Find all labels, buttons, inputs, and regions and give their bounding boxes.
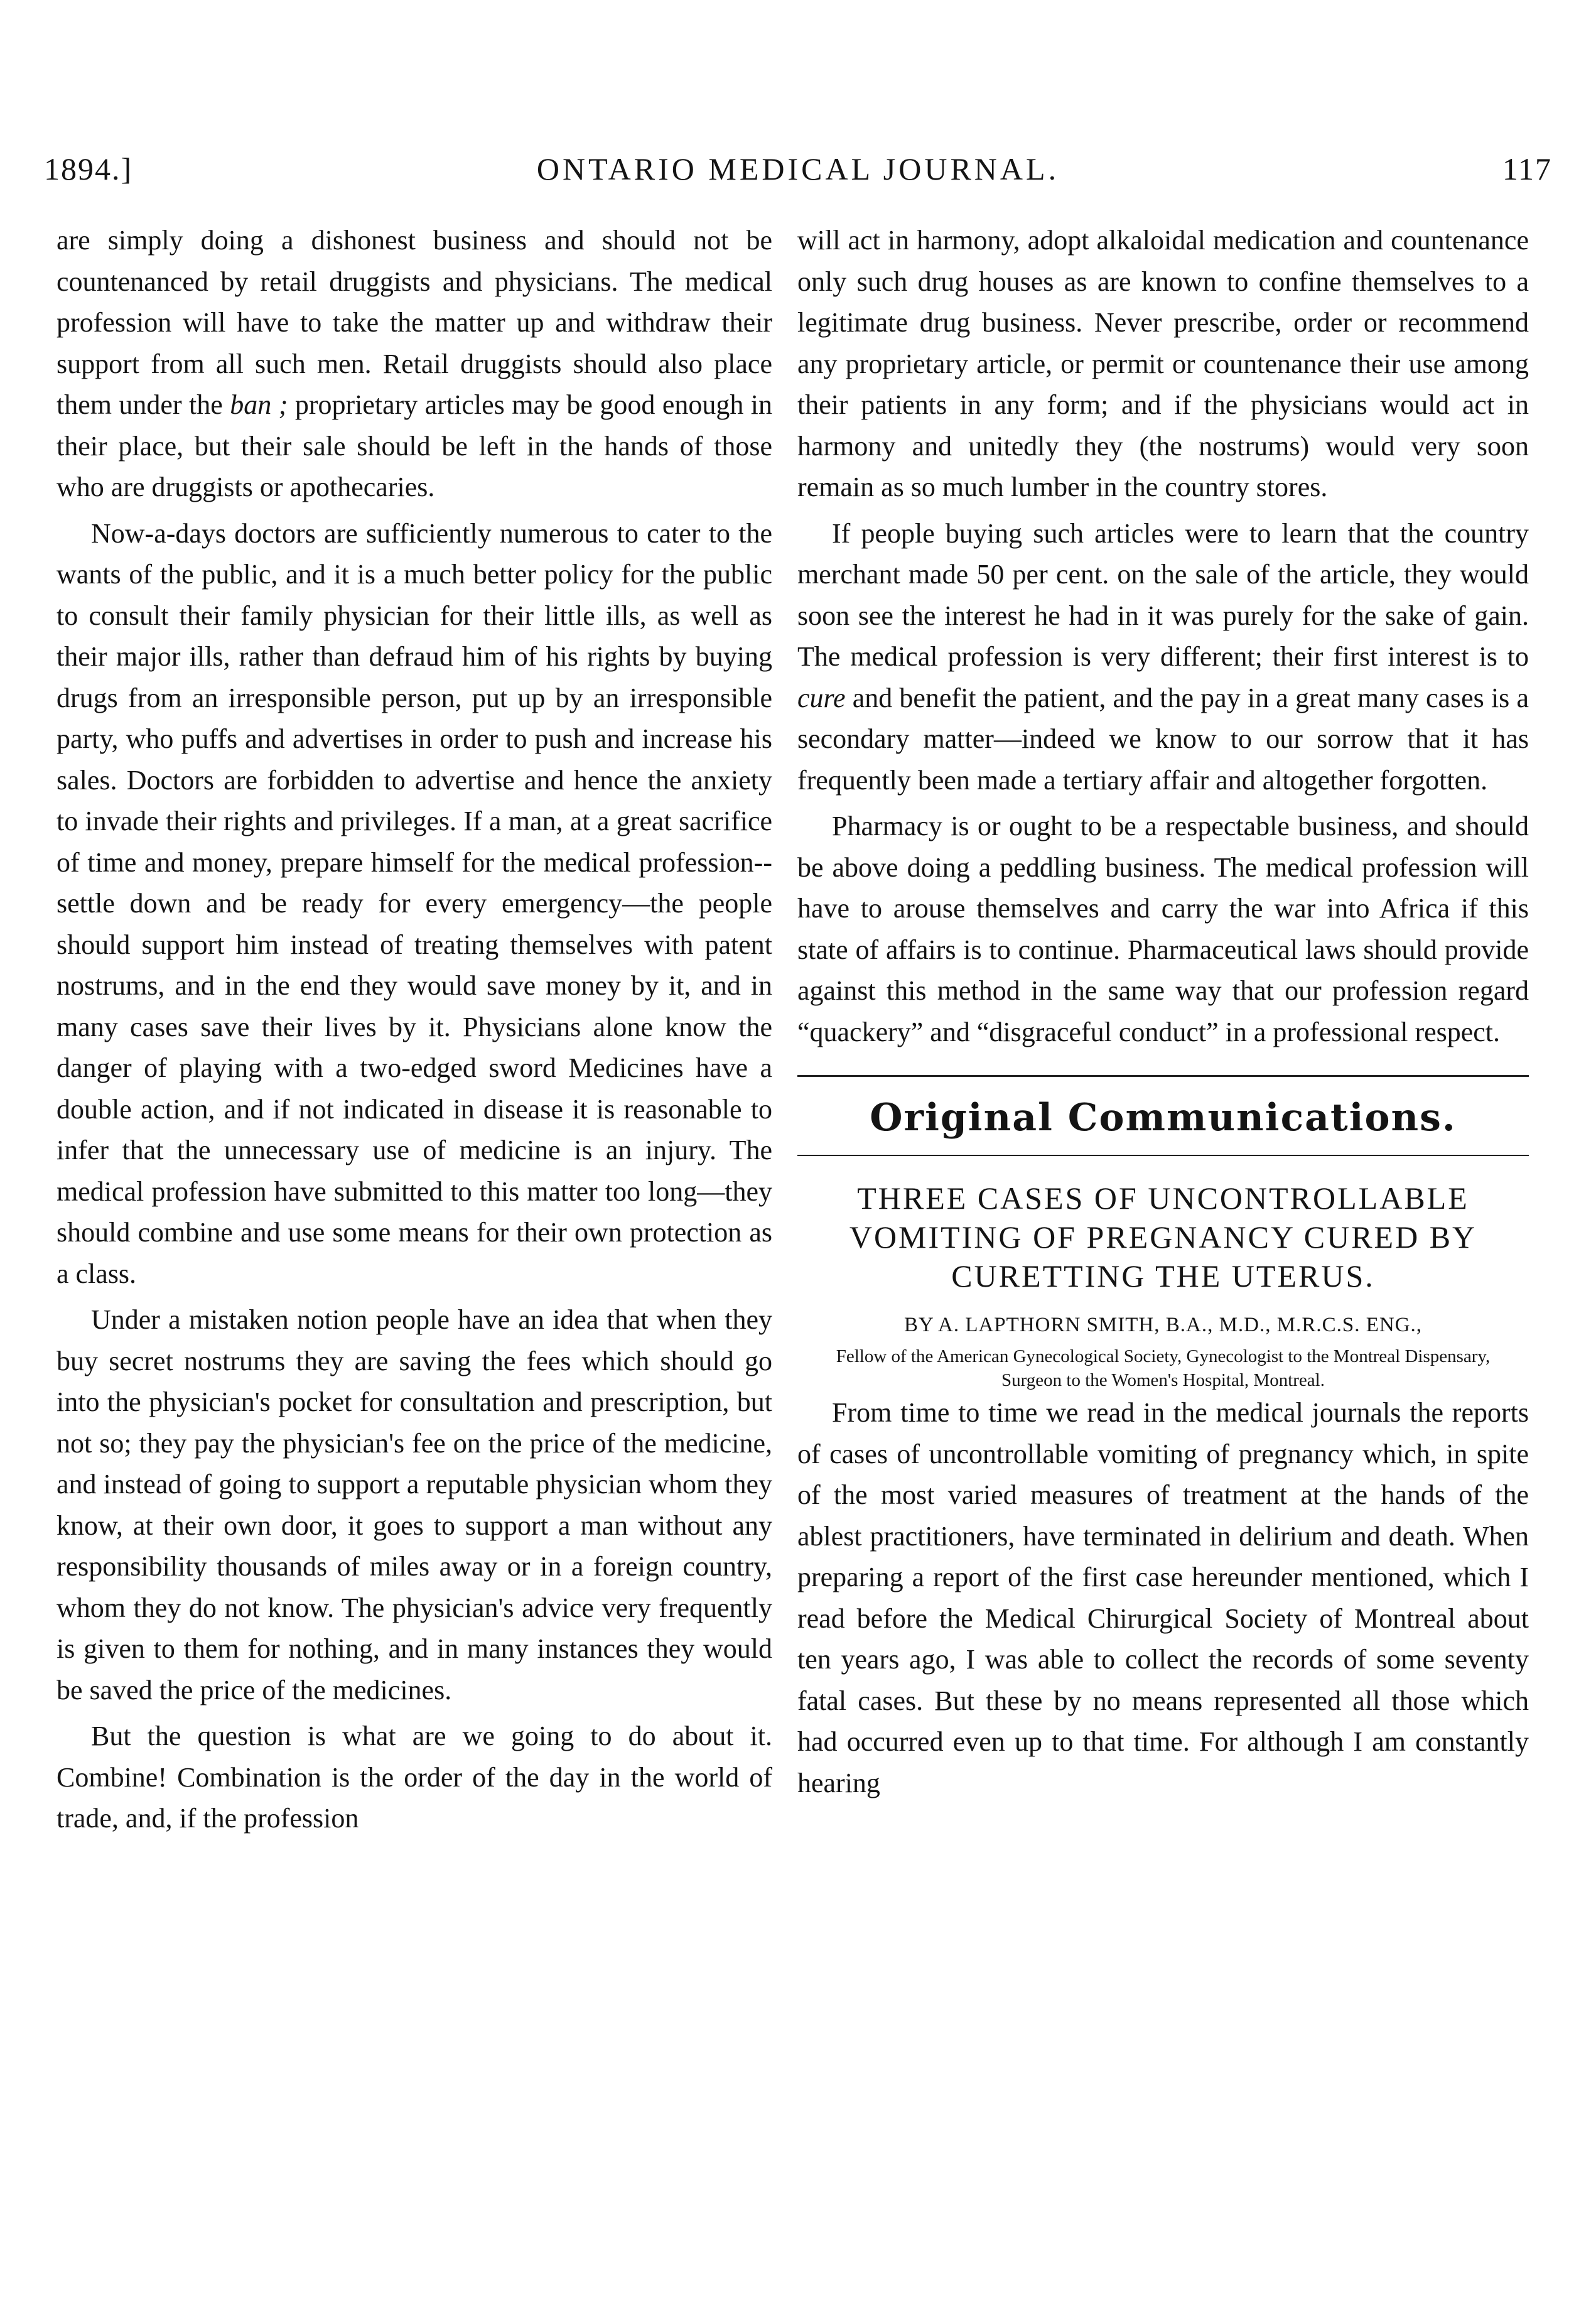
right-paragraph-2 <box>797 513 1529 801</box>
right-paragraph-2-italic: cure <box>797 682 846 713</box>
left-paragraph-4: But the question is what are we going to do about it. Combine! Combination is the order of the day in the world of trade, and, if the profession <box>57 1721 772 1834</box>
left-paragraph-1-text: are simply doing a dishonest business and should not be countenanced by retail druggists and physicians. The medical profession will have to take the matter up and withdraw their support from all such men. Retail druggists should also place them under the <box>57 225 772 420</box>
left-paragraph-1-italic: ban ; <box>230 389 288 420</box>
left-paragraph-2: Now-a-days doctors are sufficiently numerous to cater to the wants of the public, and it is a much better policy for the public to consult their family physician for their little ills, as well as their major ills, rather than defraud him of his rights by buying drugs from an irresponsible person, put up by an irresponsible party, who puffs and advertises in order to push and increase his sales. Doctors are forbidden to advertise and hence the anxiety to invade their rights and privileges. If a man, at a great sacrifice of time and money, prepare himself for the medical profession--settle down and be ready for every emergency—the people should support him instead of treating themselves with patent nostrums, and in the end they would save money by it, and in many cases save their lives by it. Physicians alone know the danger of playing with a two-edged sword Medicines have a double action, and if not indicated in disease it is reasonable to infer that the unnecessary use of medicine is an injury. The medical profession have submitted to this matter too long—they should combine and use some means for their own protection as a class. <box>57 517 772 1289</box>
running-head <box>44 151 1552 195</box>
left-paragraph-1 <box>57 220 772 508</box>
header-year: 1894.] <box>44 151 133 186</box>
article-title: THREE CASES OF UNCONTROLLABLE VOMITING OF PREGNANCY CURED BY CURETTING THE UTERUS. <box>849 1181 1477 1294</box>
section-heading: Original Communications. <box>870 1096 1457 1140</box>
left-paragraph-3: Under a mistaken notion people have an idea that when they buy secret nostrums they are saving the fees which should go into the physician's pocket for consultation and prescription, but not so; they pay the physician's fee on the price of the medicine, and instead of going to support a reputable physician whom they know, at their own door, it goes to support a man without any responsibility thousands of miles away or in a foreign country, whom they do not know. The physician's advice very frequently is given to them for nothing, and in many instances they would be saved the price of the medicines. <box>57 1304 772 1705</box>
journal-title: ONTARIO MEDICAL JOURNAL. <box>536 151 1060 186</box>
right-paragraph-2-text: If people buying such articles were to learn that the country merchant made 50 per cent. on the sale of the article, they would soon see the interest he had in it was purely for the sake of gain. The medical profession is very different; their first interest is to <box>797 517 1529 672</box>
author-affiliation: Fellow of the American Gynecological Society, Gynecologist to the Montreal Dispensary, Surgeon to the Women's Hospital, Montreal. <box>836 1346 1491 1390</box>
left-column <box>57 220 772 1839</box>
article-body-paragraph: From time to time we read in the medical journals the reports of cases of uncontrollable vomiting of pregnancy which, in spite of the most varied measures of treatment at the hands of the ablest practitioners, have terminated in delirium and death. When preparing a report of the first case hereunder mentioned, which I read before the Medical Chirurgical Society of Montreal about ten years ago, I was able to collect the records of some seventy fatal cases. But these by no means represented all those which had occurred even up to that time. For although I am constantly hearing <box>797 1397 1529 1798</box>
page-number: 117 <box>1502 151 1552 186</box>
right-paragraph-3: Pharmacy is or ought to be a respectable business, and should be above doing a peddling business. The medical profession will have to arouse themselves and carry the war into Africa if this state of affairs is to continue. Pharmaceutical laws should provide against this method in the same way that our profession regard “quackery” and “disgraceful conduct” in a professional respect. <box>797 811 1529 1047</box>
section-rule-bottom <box>797 1155 1529 1156</box>
left-paragraph-1-rest: proprietary articles may be good enough in their place, but their sale should be left in the hands of those who are druggists or apothecaries. <box>57 389 773 502</box>
right-column <box>797 220 1529 1803</box>
right-paragraph-1: will act in harmony, adopt alkaloidal medication and countenance only such drug houses as are known to confine themselves to a legitimate drug business. Never prescribe, order or recommend any proprietary article, or permit or countenance their use among their patients in any form; and if the physicians would act in harmony and unitedly they (the nostrums) would very soon remain as so much lumber in the country stores. <box>797 225 1529 502</box>
right-paragraph-2-rest: and benefit the patient, and the pay in a great many cases is a secondary matter—indeed we know to our sorrow that it has frequently been made a tertiary affair and altogether forgotten. <box>797 682 1529 796</box>
section-rule-top <box>797 1075 1529 1077</box>
article-byline: BY A. LAPTHORN SMITH, B.A., M.D., M.R.C.S. ENG., <box>903 1314 1423 1336</box>
